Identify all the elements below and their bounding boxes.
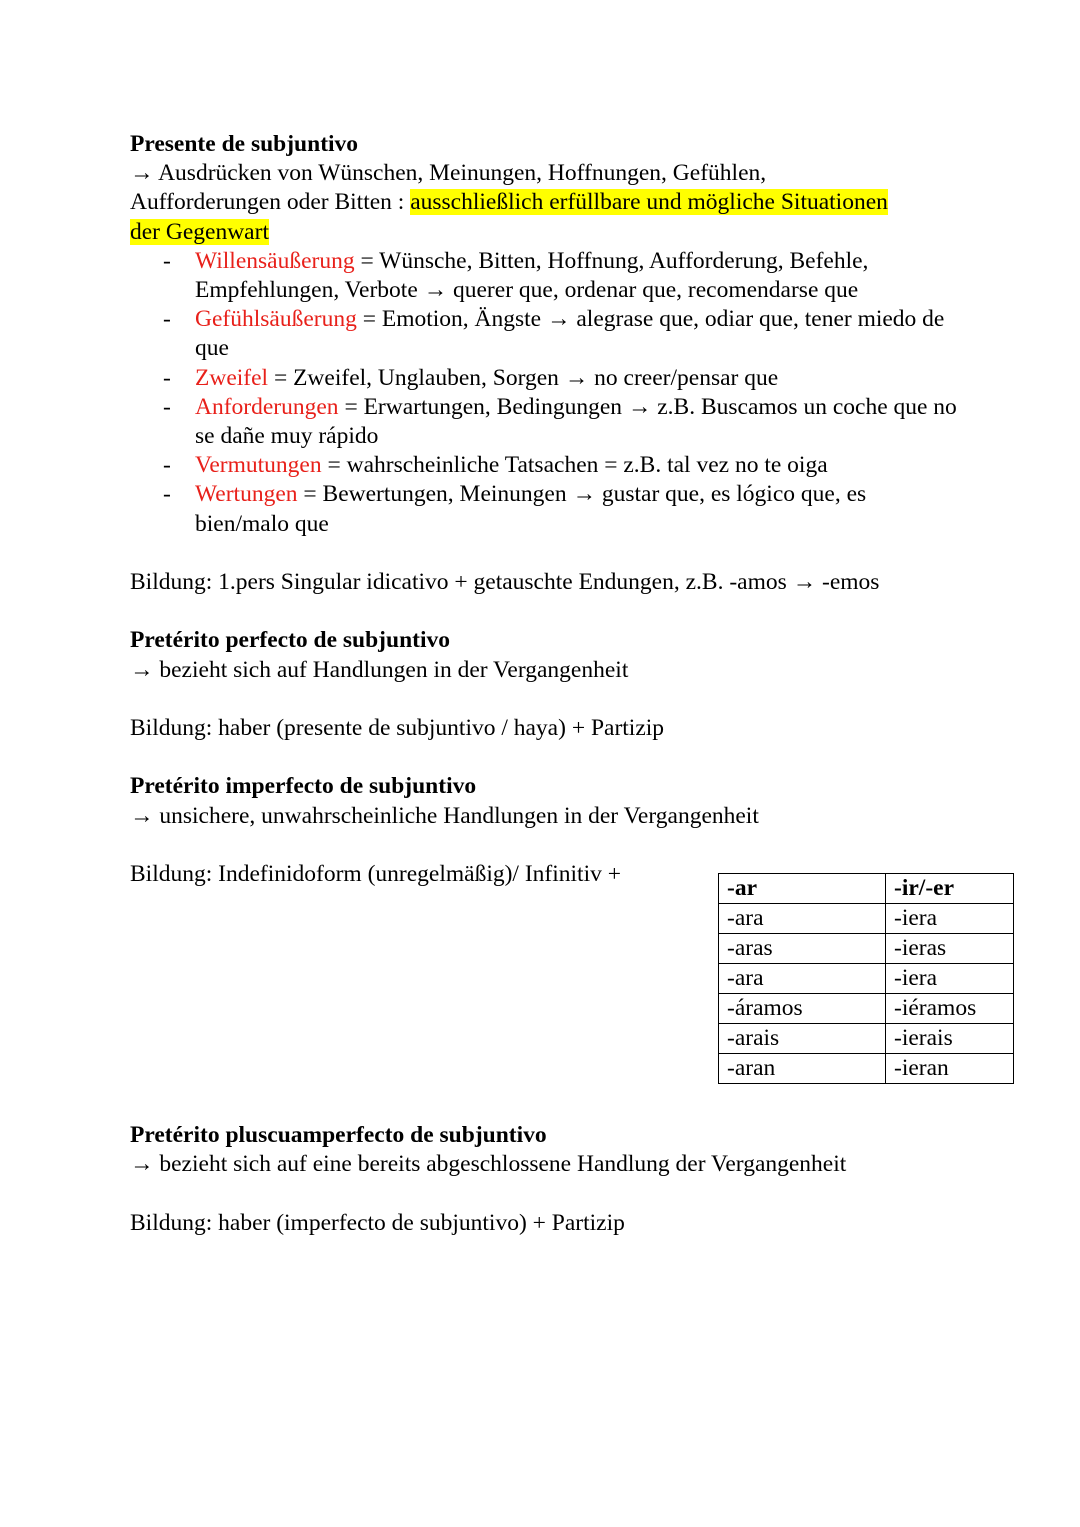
- pluscuamperfecto-description: → bezieht sich auf eine bereits abgeschlossene Handlung der Vergangenheit: [130, 1151, 847, 1178]
- table-cell: -áramos: [719, 994, 886, 1024]
- bullet-text: = Erwartungen, Bedingungen → z.B. Buscamos un coche que no se dañe muy rápido: [195, 393, 957, 450]
- section-heading-imperfecto: Pretérito imperfecto de subjuntivo: [130, 773, 477, 800]
- imperfecto-endings-table: [718, 873, 1014, 1084]
- table-cell: -ieran: [886, 1054, 1014, 1084]
- table-row: [719, 964, 1014, 994]
- list-item: [130, 364, 965, 393]
- list-item: [130, 305, 965, 363]
- list-item: [130, 247, 965, 305]
- bullet-term: Zweifel: [195, 364, 269, 391]
- section-heading-perfecto: Pretérito perfecto de subjuntivo: [130, 627, 451, 654]
- presente-bildung: Bildung: 1.pers Singular idicativo + getauschte Endungen, z.B. -amos → -emos: [130, 569, 880, 596]
- bullet-text: = wahrscheinliche Tatsachen = z.B. tal vez no te oiga: [321, 452, 828, 479]
- table-cell: -iéramos: [886, 994, 1014, 1024]
- table-cell: -ieras: [886, 934, 1014, 964]
- bullet-dash: -: [163, 393, 171, 420]
- spacer: [130, 539, 1030, 568]
- table-row: [719, 1024, 1014, 1054]
- pluscuamperfecto-bildung: Bildung: haber (imperfecto de subjuntivo) + Partizip: [130, 1209, 625, 1236]
- bullet-term: Wertungen: [195, 481, 298, 508]
- bullet-dash: -: [163, 481, 171, 508]
- perfecto-bildung: Bildung: haber (presente de subjuntivo / haya) + Partizip: [130, 715, 665, 742]
- presente-description-line-3: [130, 218, 1030, 247]
- table-cell: -iera: [886, 904, 1014, 934]
- presente-description-line-2: [130, 188, 1030, 217]
- table-row: [719, 1054, 1014, 1084]
- list-item: [130, 451, 965, 480]
- bullet-dash: -: [163, 306, 171, 333]
- presente-description-line-1: → Ausdrücken von Wünschen, Meinungen, Hoffnungen, Gefühlen,: [130, 160, 767, 187]
- table-cell: -ara: [719, 904, 886, 934]
- table-row: [719, 934, 1014, 964]
- spacer: [130, 685, 1030, 714]
- document-page: [130, 130, 1030, 1238]
- imperfecto-description: → unsichere, unwahrscheinliche Handlungen in der Vergangenheit: [130, 802, 759, 829]
- spacer: [130, 831, 1030, 860]
- spacer: [130, 743, 1030, 772]
- highlighted-text: ausschließlich erfüllbare und mögliche Situationen: [410, 189, 888, 216]
- list-item: [130, 393, 965, 451]
- bullet-text: = Emotion, Ängste → alegrase que, odiar que, tener miedo de que: [195, 306, 945, 362]
- bullet-term: Vermutungen: [195, 452, 322, 479]
- spacer: [130, 597, 1030, 626]
- table-cell: -iera: [886, 964, 1014, 994]
- table-header-cell: -ar: [719, 874, 886, 904]
- table-header-row: [719, 874, 1014, 904]
- highlighted-text: der Gegenwart: [130, 218, 269, 245]
- bullet-term: Willensäußerung: [195, 247, 355, 274]
- imperfecto-bildung: Bildung: Indefinidoform (unregelmäßig)/ Infinitiv +: [130, 861, 621, 887]
- spacer: [130, 1180, 1030, 1209]
- bullet-text: = Bewertungen, Meinungen → gustar que, es lógico que, es bien/malo que: [195, 481, 867, 537]
- bullet-dash: -: [163, 364, 171, 391]
- table-cell: -arais: [719, 1024, 886, 1054]
- bullet-dash: -: [163, 452, 171, 479]
- perfecto-description: → bezieht sich auf Handlungen in der Vergangenheit: [130, 656, 629, 683]
- usage-bullet-list: [130, 247, 1030, 539]
- section-heading-presente: Presente de subjuntivo: [130, 131, 359, 157]
- presente-description-text: Aufforderungen oder Bitten :: [130, 189, 411, 216]
- table-cell: -aran: [719, 1054, 886, 1084]
- table-cell: -ara: [719, 964, 886, 994]
- bullet-term: Gefühlsäußerung: [195, 306, 357, 333]
- table-header-cell: -ir/-er: [886, 874, 1014, 904]
- section-heading-pluscuamperfecto: Pretérito pluscuamperfecto de subjuntivo: [130, 1122, 547, 1149]
- table-cell: -aras: [719, 934, 886, 964]
- table-cell: -ierais: [886, 1024, 1014, 1054]
- table-row: [719, 904, 1014, 934]
- bullet-dash: -: [163, 247, 171, 274]
- list-item: [130, 480, 965, 538]
- table-row: [719, 994, 1014, 1024]
- bullet-term: Anforderungen: [195, 393, 339, 420]
- bullet-text: = Zweifel, Unglauben, Sorgen → no creer/pensar que: [268, 364, 779, 391]
- bullet-text: = Wünsche, Bitten, Hoffnung, Aufforderung, Befehle, Empfehlungen, Verbote → querer que, ordenar que, recomendarse que: [195, 247, 869, 304]
